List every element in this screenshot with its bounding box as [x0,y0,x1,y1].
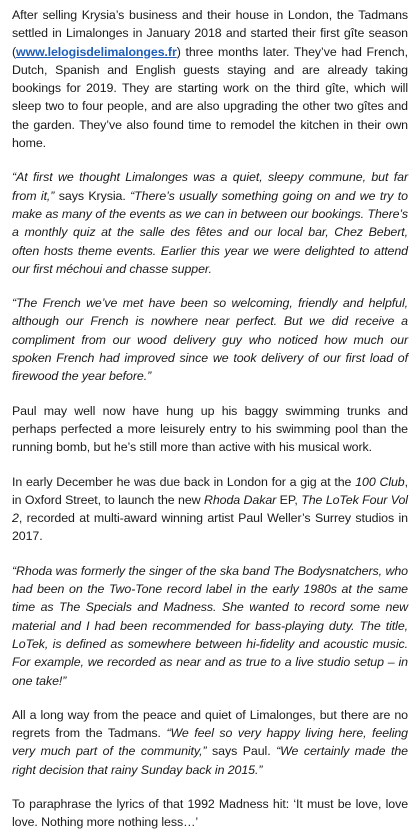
regrets-text: All a long way from the peace and quiet of Limalonges, but there are no regrets from the Tadmans. [12,707,408,741]
paragraph-no-regrets [12,706,408,779]
paragraph-madness-lyrics: To paraphrase the lyrics of that 1992 Madness hit: ‘It must be love, love love. Nothing more nothing less…’ [12,796,408,830]
gig-text-d: , recorded at multi-award winning artist Paul Weller’s Surrey studios in 2017. [12,511,408,544]
artist-name: Rhoda Dakar [203,492,277,507]
gig-text-a: In early December he was due back in London for a gig at the [12,474,356,489]
krysia-quote-start: “At first we thought Limalonges was a quiet, sleepy commune, but far from it,” [12,170,408,203]
paragraph-london-gig [12,473,408,546]
ep-title: The LoTek Four Vol 2 [12,492,408,526]
gig-text-b: , in Oxford Street, to launch the new [12,474,408,507]
intro-text-before: After selling Krysia’s business and their house in London, the Tadmans settled in Limalonges in January 2018 and started their first gîte season ( [12,8,408,59]
paragraph-paul-music: Paul may well now have hung up his baggy swimming trunks and perhaps perfected a more leisurely entry to his swimming pool than the running bomb, but he’s still more than active with his musical work. [12,403,408,455]
website-link[interactable]: www.lelogisdelimalonges.fr [16,44,177,59]
paul-quote-end: “We certainly made the right decision that rainy Sunday back in 2015.” [12,744,408,777]
club-name: 100 Club [355,474,405,489]
gig-text-c: EP, [276,492,302,507]
paragraph-intro [12,6,408,152]
paragraph-french-welcome: “The French we’ve met have been so welcoming, friendly and helpful, although our French is nowhere near perfect. But we did receive a compliment from our wood delivery guy who noticed how much our spoken French had improved since we took delivery of our first load of firewood the year before.” [12,296,408,384]
krysia-quote-continued: “There’s usually something going on and we try to make as many of the events as we can in between our bookings. There’s a monthly quiz at the salle des fêtes and our local bar, Chez Bebert, often hosts theme events. Earlier this year we were delighted to attend our first méchoui and chasse supper. [12,188,408,276]
intro-text-after: ) three months later. They’ve had French, Dutch, Spanish and English guests staying and are already taking bookings for 2019. They are starting work on the third gîte, which will sleep two to four people, and are also upgrading the other two gîtes and the garden. They’ve also found time to remodel the kitchen in their own home. [12,44,408,151]
paragraph-krysia-quote [12,168,408,278]
paul-attribution: says Paul. [206,744,277,759]
paul-quote-start: “We feel so very happy living here, feeling very much part of the community,” [12,726,408,759]
paragraph-rhoda-quote: “Rhoda was formerly the singer of the ska band The Bodysnatchers, who had been on the Two-Tone record label in the early 1980s at the same time as The Specials and Madness. She wanted to record some new material and I had been recommended for bass-playing duty. The title, LoTek, is defined as somewhere between hi-fidelity and acoustic music. For example, we recorded as near and as true to a live studio setup – in one take!” [12,563,408,688]
krysia-attribution: says Krysia. [54,188,131,203]
